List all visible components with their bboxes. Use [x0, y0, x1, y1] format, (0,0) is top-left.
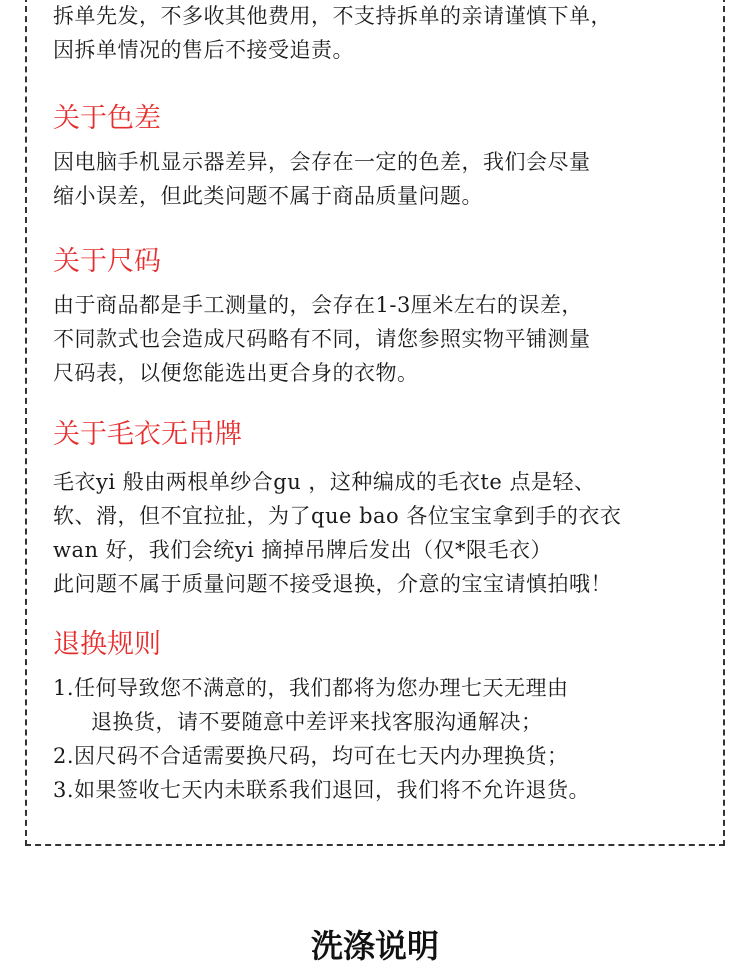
color-diff-section	[53, 102, 723, 213]
returns-rule-2: 2.因尺码不合适需要换尺码，均可在七天内办理换货；	[53, 744, 569, 768]
size-heading: 关于尺码	[53, 246, 161, 277]
size-line: 不同款式也会造成尺码略有不同，请您参照实物平铺测量	[53, 327, 591, 351]
intro-section	[53, 0, 723, 67]
sweater-line: 软、滑，但不宜拉扯，为了que bao 各位宝宝拿到手的衣衣	[53, 504, 622, 528]
sweater-heading: 关于毛衣无吊牌	[53, 419, 242, 450]
washing-instructions-title: 洗涤说明	[310, 927, 439, 965]
color-diff-heading: 关于色差	[53, 103, 161, 134]
returns-heading: 退换规则	[53, 629, 161, 660]
returns-section	[53, 628, 723, 807]
sweater-line: 此问题不属于质量问题不接受退换，介意的宝宝请慎拍哦！	[53, 572, 612, 596]
color-diff-line: 因电脑手机显示器差异，会存在一定的色差，我们会尽量	[53, 150, 591, 174]
size-line: 由于商品都是手工测量的，会存在1-3厘米左右的误差，	[53, 293, 583, 317]
size-section	[53, 245, 723, 390]
size-line: 尺码表，以便您能选出更合身的衣物。	[53, 361, 419, 385]
intro-line: 拆单先发，不多收其他费用，不支持拆单的亲请谨慎下单，	[53, 4, 612, 28]
returns-rule-1-cont: 退换货，请不要随意中差评来找客服沟通解决；	[91, 710, 543, 734]
sweater-line: wan 好，我们会统yi 摘掉吊牌后发出（仅*限毛衣）	[53, 538, 552, 562]
sweater-section	[53, 418, 723, 601]
sweater-line: 毛衣yi 般由两根单纱合gu ，这种编成的毛衣te 点是轻、	[53, 470, 596, 494]
returns-rule-1: 1.任何导致您不满意的，我们都将为您办理七天无理由	[53, 676, 569, 700]
returns-rule-3: 3.如果签收七天内未联系我们退回，我们将不允许退货。	[53, 778, 591, 802]
intro-line: 因拆单情况的售后不接受追责。	[53, 38, 354, 62]
color-diff-line: 缩小误差，但此类问题不属于商品质量问题。	[53, 184, 483, 208]
